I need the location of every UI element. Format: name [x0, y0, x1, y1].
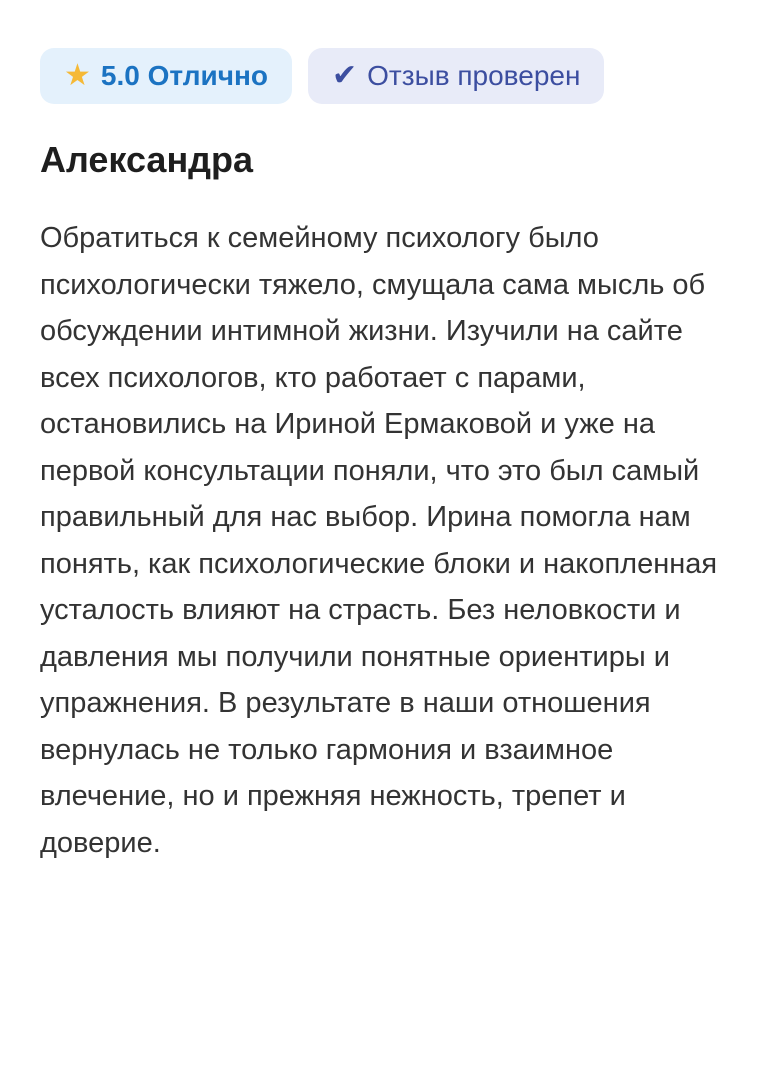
rating-badge — [40, 48, 292, 104]
rating-label: 5.0 Отлично — [100, 60, 269, 91]
star-icon: ★ — [64, 59, 91, 92]
review-author: Александра — [40, 139, 254, 180]
verified-label: Отзыв проверен — [367, 60, 581, 91]
review-badges — [40, 48, 740, 104]
review-text: Обратиться к семейному психологу было психологически тяжело, смущала сама мысль об обсуждении интимной жизни. Изучили на сайте всех психологов, кто работает с парами, остановились на Ириной Ермаковой и уже на первой консультации поняли, что это был самый правильный для нас выбор. Ирина помогла нам понять, как психологические блоки и накопленная усталость влияют на страсть. Без неловкости и давления мы получили понятные ориентиры и упражнения. В результате в наши отношения вернулась не только гармония и взаимное влечение, но и прежняя нежность, трепет и доверие. — [40, 222, 718, 859]
verified-badge — [308, 48, 604, 104]
check-icon: ✔ — [332, 59, 358, 92]
